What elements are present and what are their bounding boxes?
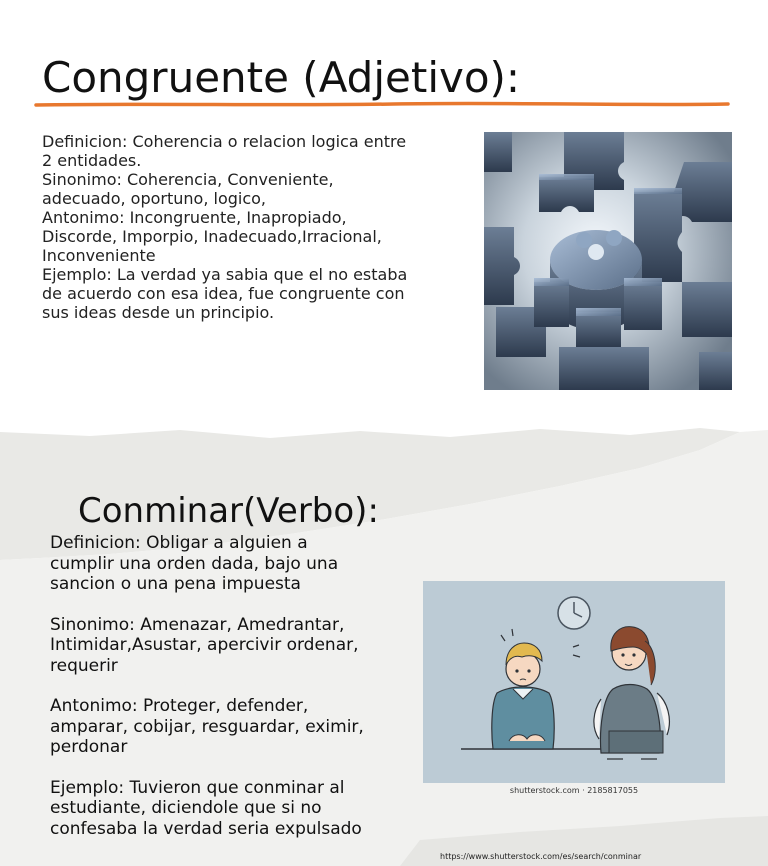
example-paragraph [50, 778, 420, 840]
text-line: estudiante, diciendole que si no [50, 798, 322, 818]
text-line: sancion o una pena impuesta [50, 574, 301, 594]
text-line: 2 entidades. [42, 151, 142, 170]
text-line: amparar, cobijar, resguardar, eximir, [50, 716, 364, 737]
synonym-paragraph [50, 615, 420, 677]
page-title-congruente: Congruente (Adjetivo): [42, 53, 521, 102]
puzzle-pieces-image [484, 132, 732, 390]
clock-icon [558, 597, 590, 629]
text-line: Definicion: Coherencia o relacion logica entre [42, 132, 407, 151]
text-line: sus ideas desde un principio. [42, 303, 275, 322]
text-line: Antonimo: Proteger, defender, [50, 696, 309, 716]
text-line: Intimidar,Asustar, apercivir ordenar, [50, 635, 359, 655]
title-underline [34, 100, 730, 110]
text-line: Sinonimo: Amenazar, Amedrantar, [50, 614, 345, 635]
text-line: Ejemplo: Tuvieron que conminar al [50, 777, 345, 798]
text-line: adecuado, oportuno, logico, [42, 189, 266, 208]
source-url-link[interactable]: https://www.shutterstock.com/es/search/conminar [440, 852, 642, 861]
text-line: cumplir una orden dada, bajo una [50, 553, 339, 574]
conminar-definition-text [50, 533, 420, 859]
text-line: Inconveniente [42, 246, 156, 265]
text-line: perdonar [50, 737, 128, 757]
page-title-conminar: Conminar(Verbo): [78, 491, 379, 531]
text-line: confesaba la verdad seria expulsado [50, 818, 362, 839]
congruente-definition-text [42, 132, 452, 322]
text-line: Definicion: Obligar a alguien a [50, 533, 308, 553]
text-line: requerir [50, 655, 118, 676]
definition-paragraph [50, 533, 420, 595]
text-line: Ejemplo: La verdad ya sabia que el no estaba [42, 265, 408, 284]
scolding-cartoon-image [423, 581, 725, 783]
text-line: Discorde, Imporpio, Inadecuado,Irracional, [42, 227, 382, 246]
text-line: Antonimo: Incongruente, Inapropiado, [42, 208, 347, 227]
image-credit: shutterstock.com · 2185817055 [509, 786, 639, 795]
antonym-paragraph [50, 696, 420, 758]
text-line: Sinonimo: Coherencia, Conveniente, [42, 170, 334, 189]
text-line: de acuerdo con esa idea, fue congruente con [42, 284, 405, 303]
